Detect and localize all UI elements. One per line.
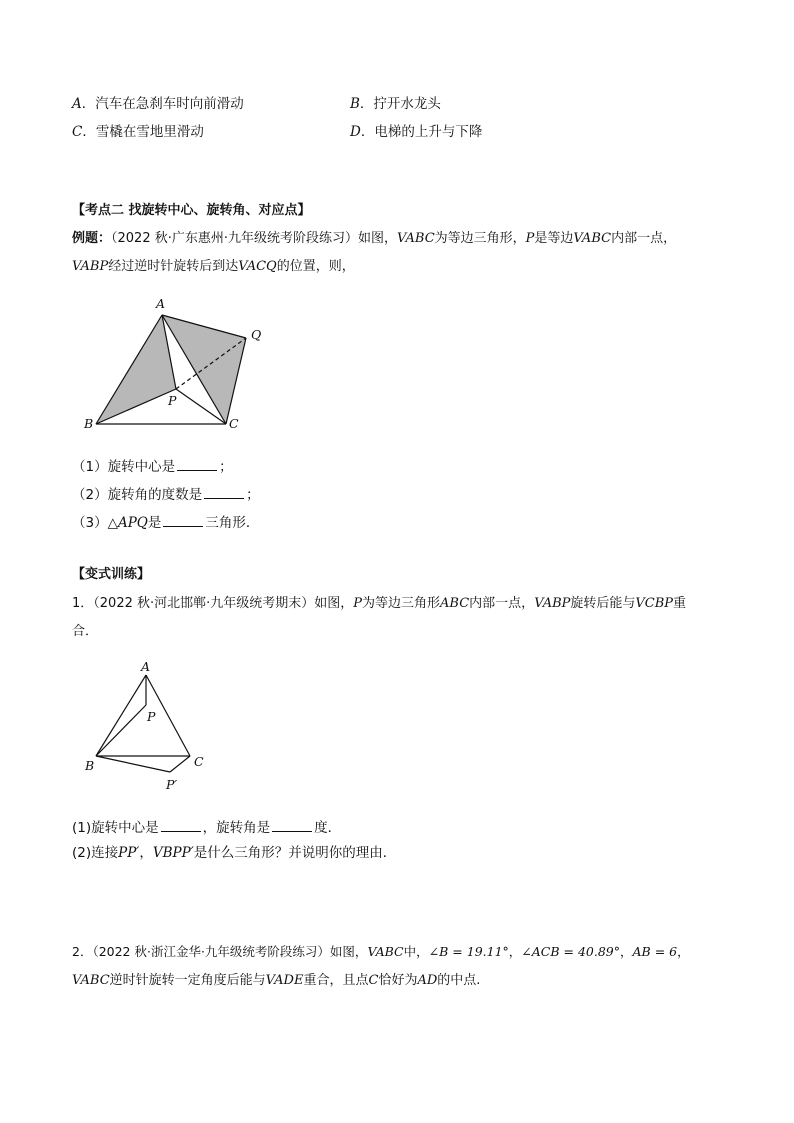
segment-bp <box>96 705 146 756</box>
problem-1-question-1: (1)旋转中心是 ，旋转角是 度． <box>72 820 342 836</box>
option-a: A．汽车在急刹车时向前滑动 <box>72 96 244 112</box>
answer-blank[interactable] <box>161 819 201 832</box>
problem-1-line-1: 1．（2022 秋·河北邯郸·九年级统考期末）如图，P为等边三角形ABC内部一点，VABP旋转后能与VCBP重 <box>72 596 687 611</box>
label-p-prime: P′ <box>166 777 178 792</box>
shaded-triangle-abp <box>96 315 176 424</box>
label-b: B <box>85 758 95 773</box>
example-line-2: VABP经过逆时针旋转后到达VACQ的位置，则， <box>72 259 355 274</box>
answer-blank[interactable] <box>177 458 217 471</box>
problem-2-line-1: 2．（2022 秋·浙江金华·九年级统考阶段练习）如图，VABC中，∠B = 19.11°，∠ACB = 40.89°，AB = 6， <box>72 944 690 959</box>
answer-blank[interactable] <box>272 819 312 832</box>
segment-bp-prime <box>96 756 170 772</box>
answer-blank[interactable] <box>204 486 244 499</box>
problem-1-line-2: 合． <box>72 624 99 639</box>
figure-rotation-apq <box>80 290 270 440</box>
label-a: A <box>156 296 166 311</box>
label-b: B <box>84 416 94 431</box>
problem-2-line-2: VABC逆时针旋转一定角度后能与VADE重合，且点C恰好为AD的中点. <box>72 973 481 988</box>
example-line-1: 例题：（2022 秋·广东惠州·九年级统考阶段练习）如图，VABC为等边三角形，P是等边VABC内部一点， <box>72 231 677 246</box>
label-p: P <box>147 709 156 724</box>
label-a: A <box>141 659 151 674</box>
label-p: P <box>168 393 177 408</box>
figure-rotation-bpp <box>80 655 220 800</box>
option-d: D．电梯的上升与下降 <box>350 124 483 140</box>
question-1: （1）旋转中心是 ； <box>72 459 233 475</box>
segment-cp-prime <box>170 756 190 772</box>
label-q: Q <box>251 327 262 342</box>
section-heading-variant: 【变式训练】 <box>72 567 151 582</box>
option-c: C．雪橇在雪地里滑动 <box>72 124 204 140</box>
question-3: （3）△APQ是 三角形． <box>72 515 260 531</box>
label-c: C <box>194 754 204 769</box>
answer-blank[interactable] <box>163 514 203 527</box>
problem-1-question-2: (2)连接PP′，VBPP′是什么三角形？并说明你的理由． <box>72 845 397 861</box>
segment-ab <box>96 675 146 756</box>
section-heading-kaodian2: 【考点二 找旋转中心、旋转角、对应点】 <box>72 203 311 218</box>
question-2: （2）旋转角的度数是 ； <box>72 487 260 503</box>
label-c: C <box>229 416 239 431</box>
option-b: B．拧开水龙头 <box>350 96 441 112</box>
